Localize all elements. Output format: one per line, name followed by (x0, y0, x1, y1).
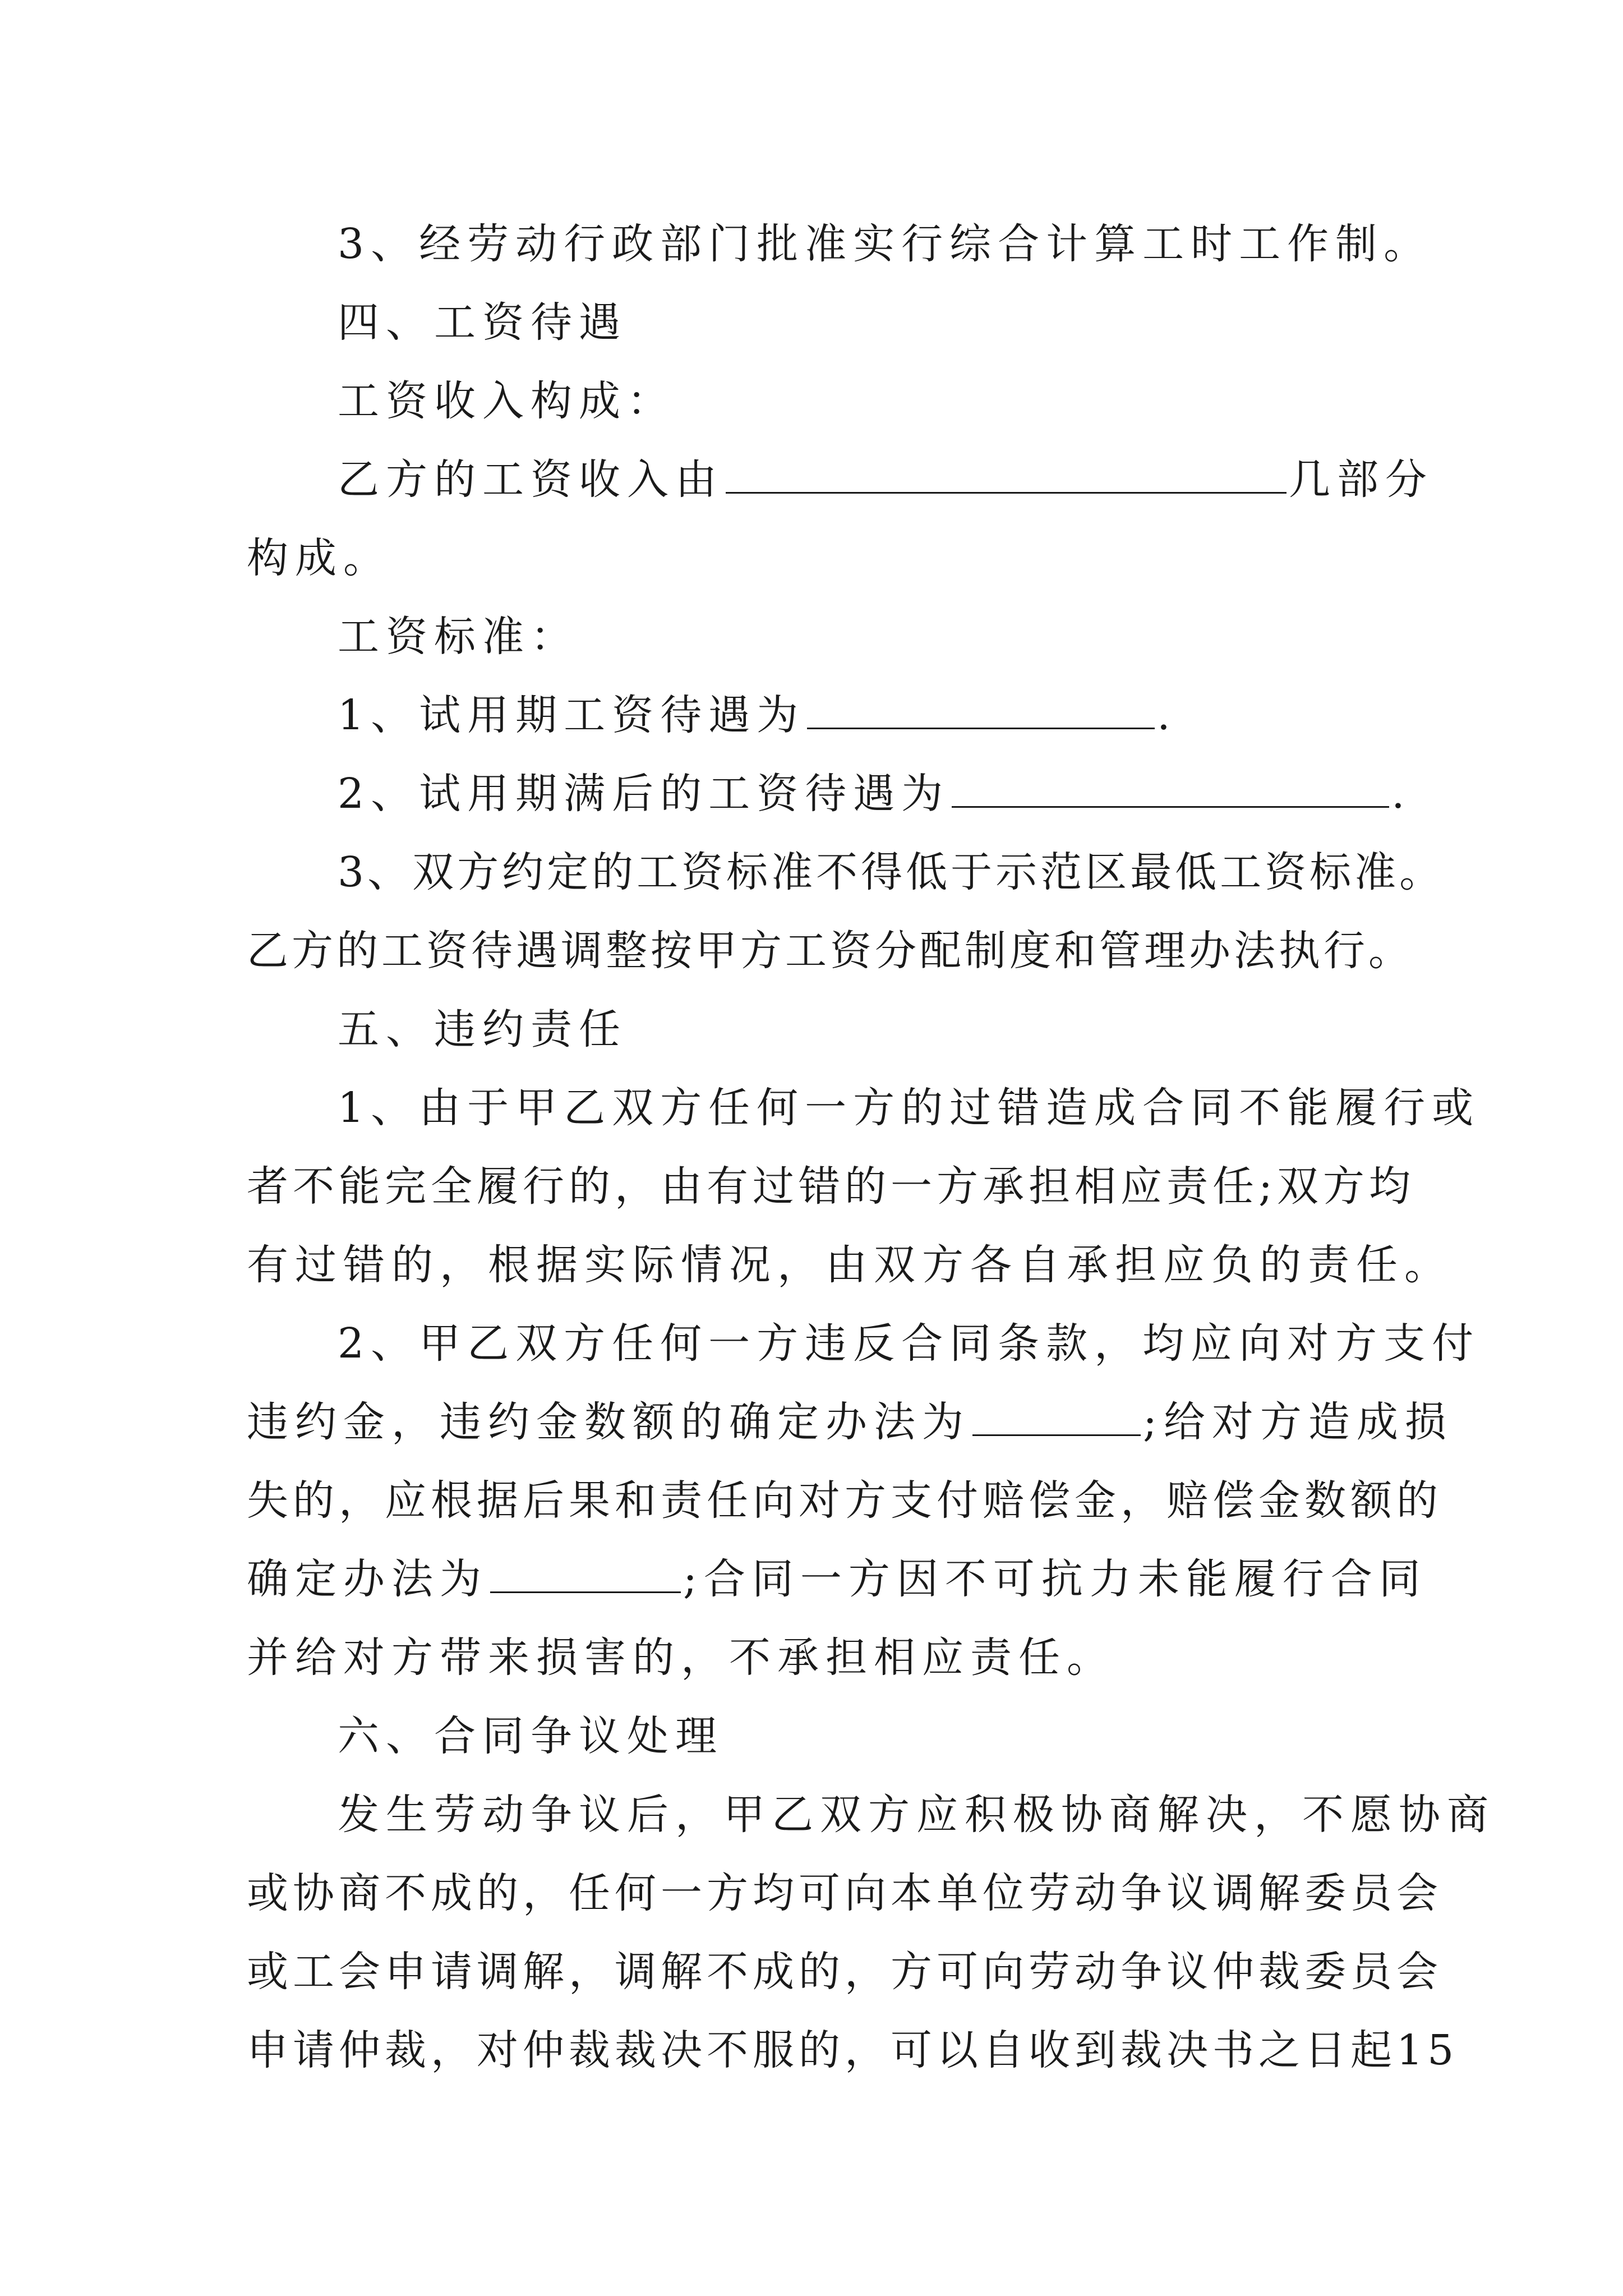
text-line (338, 1315, 1481, 1372)
clause-text: 或工会申请调解，调解不成的，方可向劳动争议仲裁委员会 (247, 1948, 1442, 1996)
clause-text: . (1157, 691, 1177, 739)
clause-text: 构成。 (247, 534, 391, 582)
fill-in-blank (490, 1553, 681, 1593)
clause-text: 者不能完全履行的，由有过错的一方承担相应责任;双方均 (247, 1162, 1415, 1211)
section-heading-text: 四、工资待遇 (338, 298, 627, 347)
clause-text: 失的，应根据后果和责任向对方支付赔偿金，赔偿金数额的 (247, 1476, 1442, 1525)
text-line (338, 1787, 1495, 1843)
text-line (247, 1394, 1453, 1450)
clause-text: 3、双方约定的工资标准不得低于示范区最低工资标准。 (338, 848, 1445, 896)
text-line (338, 844, 1445, 900)
clause-text: ;给对方造成损 (1143, 1398, 1453, 1446)
text-line (247, 1865, 1442, 1921)
subheading-text: 工资收入构成： (338, 377, 675, 425)
fill-in-blank (972, 1396, 1141, 1436)
clause-text: 乙方的工资待遇调整按甲方工资分配制度和管理办法执行。 (247, 927, 1413, 975)
clause-text: 3、经劳动行政部门批准实行综合计算工时工作制。 (338, 220, 1432, 268)
subheading (338, 609, 1403, 665)
fill-in-blank (726, 454, 1287, 494)
clause-text: 申请仲裁，对仲裁裁决不服的，可以自收到裁决书之日起15 (247, 2026, 1459, 2074)
fill-in-blank (807, 689, 1155, 729)
subheading (338, 373, 1403, 429)
text-line (247, 1158, 1415, 1214)
clause-text: 乙方的工资收入由 (338, 455, 723, 504)
clause-text: 发生劳动争议后，甲乙双方应积极协商解决，不愿协商 (338, 1791, 1495, 1839)
clause-text: 并给对方带来损害的，不承担相应责任。 (247, 1634, 1115, 1682)
text-line (247, 1944, 1442, 2000)
clause-text: 确定办法为 (247, 1555, 488, 1603)
clause-text: 2、甲乙双方任何一方违反合同条款，均应向对方支付 (338, 1319, 1481, 1368)
clause-text: 几部分 (1289, 455, 1433, 504)
section-heading-text: 六、合同争议处理 (338, 1712, 723, 1760)
clause-text: . (1391, 770, 1412, 818)
text-line (338, 766, 1412, 822)
clause-text: 或协商不成的，任何一方均可向本单位劳动争议调解委员会 (247, 1869, 1442, 1917)
text-line (338, 216, 1432, 272)
clause-text: 1、试用期工资待遇为 (338, 691, 805, 739)
text-line (247, 530, 1391, 586)
text-line (338, 1080, 1481, 1136)
text-line (247, 2022, 1459, 2078)
fill-in-blank (952, 768, 1389, 808)
text-line (247, 1551, 1427, 1607)
subheading-text: 工资标准： (338, 613, 579, 661)
text-line (247, 1473, 1442, 1529)
clause-text: 1、由于甲乙双方任何一方的过错造成合同不能履行或 (338, 1084, 1481, 1132)
text-line (338, 452, 1433, 508)
section-heading-text: 五、违约责任 (338, 1005, 627, 1053)
clause-text: ;合同一方因不可抗力未能履行合同 (683, 1555, 1427, 1603)
text-line (338, 687, 1403, 743)
section-heading (338, 1708, 1403, 1764)
section-heading (338, 295, 1403, 351)
clause-text: 2、试用期满后的工资待遇为 (338, 770, 950, 818)
clause-text: 违约金，违约金数额的确定办法为 (247, 1398, 970, 1446)
text-line (247, 1630, 1391, 1686)
text-line (247, 1237, 1453, 1293)
section-heading (338, 1001, 1403, 1057)
clause-text: 有过错的，根据实际情况，由双方各自承担应负的责任。 (247, 1241, 1453, 1289)
text-line (247, 923, 1413, 979)
